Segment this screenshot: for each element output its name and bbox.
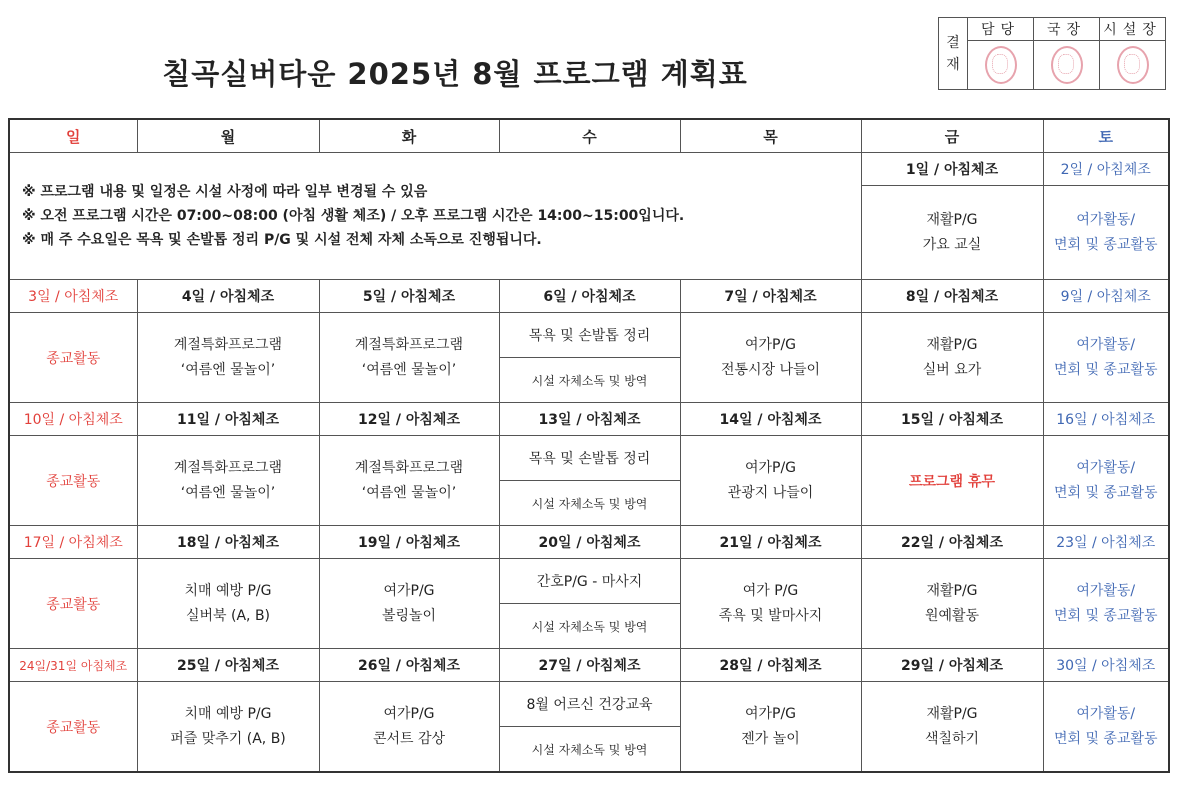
activity-cell: 재활P/G 색칠하기 bbox=[861, 682, 1043, 773]
approval-label-bottom: 재 bbox=[946, 56, 960, 73]
approval-label-top: 결 bbox=[946, 34, 960, 51]
activity-cell: 시설 자체소독 및 방역 bbox=[499, 481, 680, 526]
activity-cell: 여가활동/ 면회 및 종교활동 bbox=[1043, 186, 1169, 280]
date-cell: 18일 / 아침체조 bbox=[137, 526, 319, 559]
date-cell: 29일 / 아침체조 bbox=[861, 649, 1043, 682]
date-cell: 16일 / 아침체조 bbox=[1043, 403, 1169, 436]
date-cell: 8일 / 아침체조 bbox=[861, 280, 1043, 313]
activity-cell: 계절특화프로그램 ‘여름엔 물놀이’ bbox=[137, 313, 319, 403]
date-cell: 10일 / 아침체조 bbox=[9, 403, 137, 436]
calendar-table bbox=[8, 118, 1170, 773]
weekday-tue: 화 bbox=[319, 119, 499, 153]
activity-cell: 목욕 및 손발톱 정리 bbox=[499, 313, 680, 358]
date-cell: 22일 / 아침체조 bbox=[861, 526, 1043, 559]
date-cell: 21일 / 아침체조 bbox=[680, 526, 861, 559]
program-closed-cell: 프로그램 휴무 bbox=[861, 436, 1043, 526]
weekday-mon: 월 bbox=[137, 119, 319, 153]
date-cell: 7일 / 아침체조 bbox=[680, 280, 861, 313]
activity-cell: 여가활동/ 면회 및 종교활동 bbox=[1043, 559, 1169, 649]
activity-cell: 재활P/G 실버 요가 bbox=[861, 313, 1043, 403]
activity-cell: 시설 자체소독 및 방역 bbox=[499, 727, 680, 773]
activity-cell: 계절특화프로그램 ‘여름엔 물놀이’ bbox=[137, 436, 319, 526]
date-row bbox=[9, 403, 1169, 436]
date-cell: 24일/31일 아침체조 bbox=[9, 649, 137, 682]
activity-cell: 시설 자체소독 및 방역 bbox=[499, 604, 680, 649]
date-cell: 27일 / 아침체조 bbox=[499, 649, 680, 682]
approval-box bbox=[938, 17, 1166, 90]
date-cell: 28일 / 아침체조 bbox=[680, 649, 861, 682]
date-cell: 13일 / 아침체조 bbox=[499, 403, 680, 436]
weekday-header-row bbox=[9, 119, 1169, 153]
seal-stamp-icon bbox=[985, 46, 1017, 84]
weekday-sat: 토 bbox=[1043, 119, 1169, 153]
date-cell: 11일 / 아침체조 bbox=[137, 403, 319, 436]
approval-stamp-director bbox=[1034, 41, 1100, 90]
approval-stamp-head bbox=[1100, 41, 1166, 90]
activity-cell: 종교활동 bbox=[9, 682, 137, 773]
activity-cell: 종교활동 bbox=[9, 436, 137, 526]
approval-header-director: 국장 bbox=[1034, 18, 1100, 41]
activity-cell: 간호P/G - 마사지 bbox=[499, 559, 680, 604]
activity-cell: 여가활동/ 면회 및 종교활동 bbox=[1043, 436, 1169, 526]
date-cell: 6일 / 아침체조 bbox=[499, 280, 680, 313]
date-cell: 19일 / 아침체조 bbox=[319, 526, 499, 559]
activity-cell: 재활P/G 원예활동 bbox=[861, 559, 1043, 649]
date-cell: 20일 / 아침체조 bbox=[499, 526, 680, 559]
activity-cell: 시설 자체소독 및 방역 bbox=[499, 358, 680, 403]
weekday-fri: 금 bbox=[861, 119, 1043, 153]
activity-cell: 치매 예방 P/G 실버북 (A, B) bbox=[137, 559, 319, 649]
date-cell: 12일 / 아침체조 bbox=[319, 403, 499, 436]
activity-cell: 계절특화프로그램 ‘여름엔 물놀이’ bbox=[319, 436, 499, 526]
date-cell: 3일 / 아침체조 bbox=[9, 280, 137, 313]
activity-cell: 여가P/G 관광지 나들이 bbox=[680, 436, 861, 526]
activity-cell: 계절특화프로그램 ‘여름엔 물놀이’ bbox=[319, 313, 499, 403]
activity-cell: 종교활동 bbox=[9, 313, 137, 403]
date-cell: 17일 / 아침체조 bbox=[9, 526, 137, 559]
weekday-thu: 목 bbox=[680, 119, 861, 153]
activity-cell: 여가활동/ 면회 및 종교활동 bbox=[1043, 682, 1169, 773]
activity-cell: 여가P/G 젠가 놀이 bbox=[680, 682, 861, 773]
activity-cell: 여가P/G 전통시장 나들이 bbox=[680, 313, 861, 403]
notice-box bbox=[9, 153, 861, 280]
date-cell: 15일 / 아침체조 bbox=[861, 403, 1043, 436]
weekday-wed: 수 bbox=[499, 119, 680, 153]
activity-cell: 치매 예방 P/G 퍼즐 맞추기 (A, B) bbox=[137, 682, 319, 773]
approval-header-head: 시설장 bbox=[1100, 18, 1166, 41]
date-cell: 25일 / 아침체조 bbox=[137, 649, 319, 682]
activity-cell: 재활P/G 가요 교실 bbox=[861, 186, 1043, 280]
approval-stamp-staff bbox=[968, 41, 1034, 90]
activity-cell: 여가P/G 콘서트 감상 bbox=[319, 682, 499, 773]
activity-cell: 종교활동 bbox=[9, 559, 137, 649]
activity-cell: 8월 어르신 건강교육 bbox=[499, 682, 680, 727]
approval-label bbox=[939, 18, 968, 90]
date-row bbox=[9, 280, 1169, 313]
seal-stamp-icon bbox=[1051, 46, 1083, 84]
seal-stamp-icon bbox=[1117, 46, 1149, 84]
activity-cell: 목욕 및 손발톱 정리 bbox=[499, 436, 680, 481]
page-title: 칠곡실버타운 2025년 8월 프로그램 계획표 bbox=[162, 57, 748, 91]
notice-line: ※ 매 주 수요일은 목욕 및 손발톱 정리 P/G 및 시설 전체 자체 소독으로 진행됩니다. bbox=[22, 232, 542, 248]
date-cell: 5일 / 아침체조 bbox=[319, 280, 499, 313]
date-cell: 23일 / 아침체조 bbox=[1043, 526, 1169, 559]
date-cell: 2일 / 아침체조 bbox=[1043, 153, 1169, 186]
activity-cell: 여가활동/ 면회 및 종교활동 bbox=[1043, 313, 1169, 403]
date-cell: 26일 / 아침체조 bbox=[319, 649, 499, 682]
date-cell: 30일 / 아침체조 bbox=[1043, 649, 1169, 682]
notice-line: ※ 프로그램 내용 및 일정은 시설 사정에 따라 일부 변경될 수 있음 bbox=[22, 184, 428, 200]
date-row bbox=[9, 649, 1169, 682]
notice-line: ※ 오전 프로그램 시간은 07:00~08:00 (아침 생활 체조) / 오후 프로그램 시간은 14:00~15:00입니다. bbox=[22, 208, 685, 224]
date-cell: 9일 / 아침체조 bbox=[1043, 280, 1169, 313]
date-cell: 1일 / 아침체조 bbox=[861, 153, 1043, 186]
date-cell: 14일 / 아침체조 bbox=[680, 403, 861, 436]
date-cell: 4일 / 아침체조 bbox=[137, 280, 319, 313]
approval-header-staff: 담당 bbox=[968, 18, 1034, 41]
date-row bbox=[9, 526, 1169, 559]
activity-cell: 여가P/G 볼링놀이 bbox=[319, 559, 499, 649]
activity-cell: 여가 P/G 족욕 및 발마사지 bbox=[680, 559, 861, 649]
weekday-sun: 일 bbox=[9, 119, 137, 153]
